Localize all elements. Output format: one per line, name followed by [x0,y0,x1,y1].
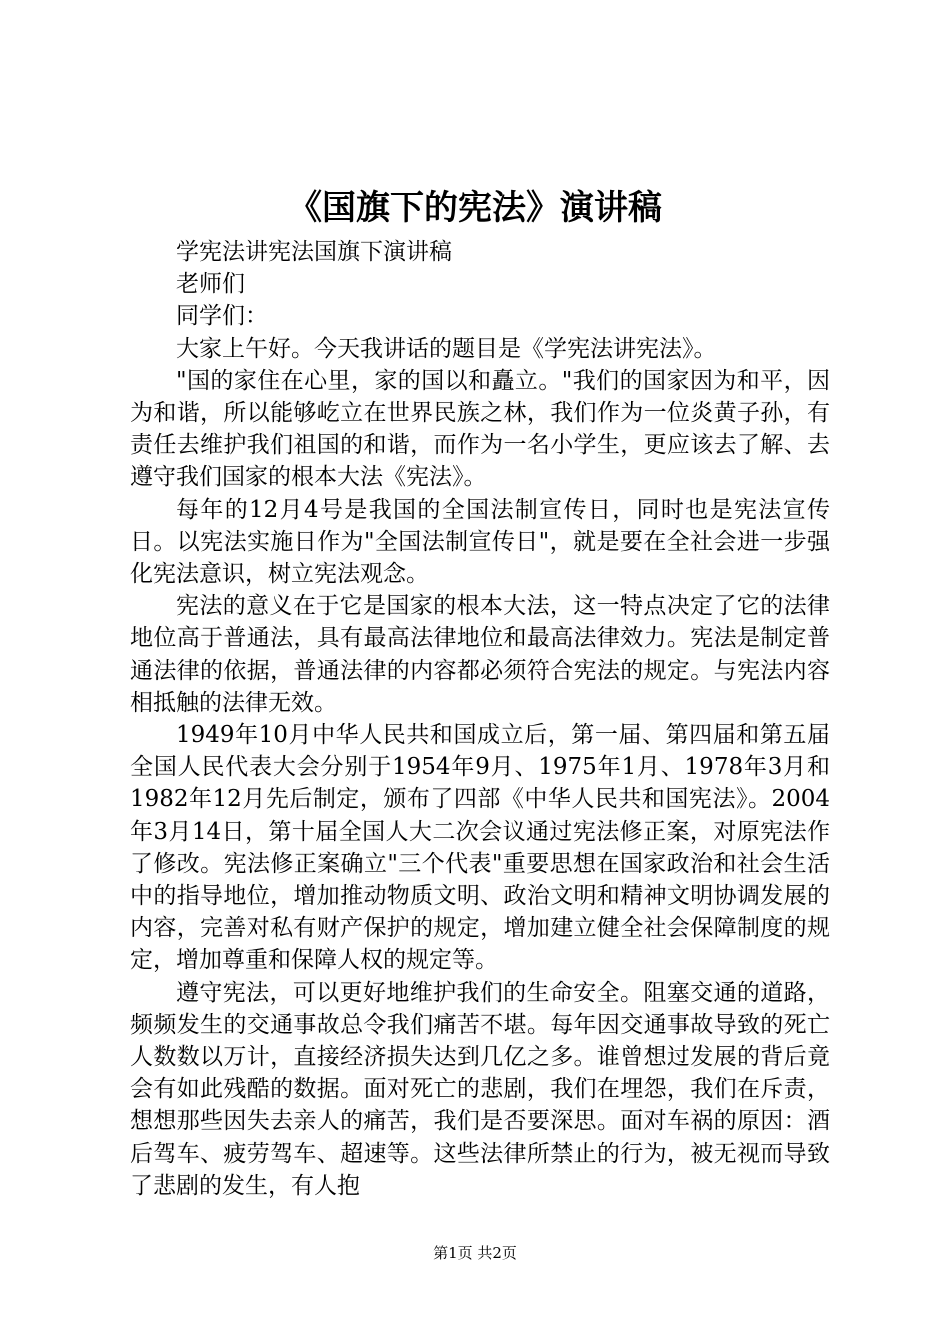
paragraph: 宪法的意义在于它是国家的根本大法，这一特点决定了它的法律地位高于普通法，具有最高法律地位和最高法律效力。宪法是制定普通法律的依据，普通法律的内容都必须符合宪法的规定。与宪法内容相抵触的法律无效。 [130,593,830,716]
paragraph: 1949年10月中华人民共和国成立后，第一届、第四届和第五届全国人民代表大会分别于1954年9月、1975年1月、1978年3月和1982年12月先后制定，颁布了四部《中华人民共和国宪法》。2004年3月14日，第十届全国人大二次会议通过宪法修正案，对原宪法作了修改。宪法修正案确立"三个代表"重要思想在国家政治和社会生活中的指导地位，增加推动物质文明、政治文明和精神文明协调发展的内容，完善对私有财产保护的规定，增加建立健全社会保障制度的规定，增加尊重和保障人权的规定等。 [130,722,830,974]
paragraph: 遵守宪法，可以更好地维护我们的生命安全。阻塞交通的道路，频频发生的交通事故总令我们痛苦不堪。每年因交通事故导致的死亡人数数以万计，直接经济损失达到几亿之多。谁曾想过发展的背后竟会有如此残酷的数据。面对死亡的悲剧，我们在埋怨，我们在斥责，想想那些因失去亲人的痛苦，我们是否要深思。面对车祸的原因：酒后驾车、疲劳驾车、超速等。这些法律所禁止的行为，被无视而导致了悲剧的发生，有人抱 [130,979,830,1199]
page-footer: 第1页 共2页 [433,1244,517,1262]
paragraph: 每年的12月4号是我国的全国法制宣传日，同时也是宪法宣传日。以宪法实施日作为"全国法制宣传日"，就是要在全社会进一步强化宪法意识，树立宪法观念。 [130,496,830,588]
paragraph: 同学们： [176,303,268,330]
paragraph: "国的家住在心里，家的国以和矗立。"我们的国家因为和平，因为和谐，所以能够屹立在世界民族之林，我们作为一位炎黄子孙，有责任去维护我们祖国的和谐，而作为一名小学生，更应该去了解、去遵守我们国家的根本大法《宪法》。 [130,367,830,491]
paragraph: 老师们 [176,271,245,298]
document-body [130,236,830,1202]
paragraph: 学宪法讲宪法国旗下演讲稿 [176,239,452,265]
paragraph: 大家上午好。今天我讲话的题目是《学宪法讲宪法》。 [176,335,717,362]
document-title: 《国旗下的宪法》演讲稿 [288,188,662,228]
